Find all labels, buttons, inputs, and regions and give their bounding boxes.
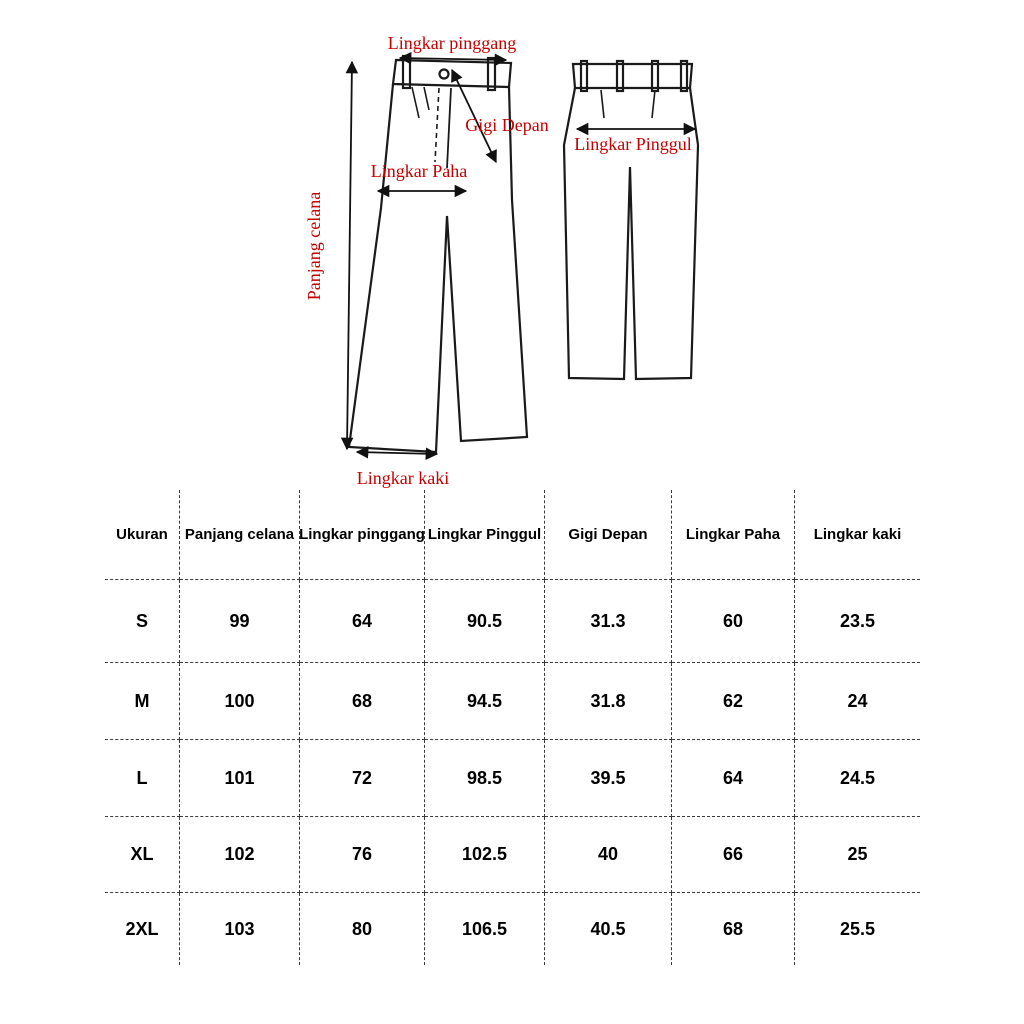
fly-seam: [447, 88, 451, 168]
back-dart: [652, 90, 655, 118]
table-cell: 39.5: [545, 740, 672, 817]
table-cell: 76: [300, 817, 425, 893]
table-header-lingkar-paha: Lingkar Paha: [672, 490, 795, 580]
table-cell-size: XL: [105, 817, 180, 893]
table-cell: 68: [672, 893, 795, 965]
table-cell: 24.5: [795, 740, 920, 817]
pants-measurement-diagram: [0, 0, 1024, 495]
table-cell-size: S: [105, 580, 180, 663]
table-cell: 25.5: [839, 918, 876, 939]
belt-loop: [617, 61, 623, 91]
size-table: [105, 490, 920, 965]
table-header-lingkar-pinggang: Lingkar pinggang: [300, 490, 425, 580]
length-measure-arrow: [347, 62, 352, 449]
table-cell: 90.5: [425, 580, 545, 663]
table-cell: 100: [180, 663, 300, 740]
table-cell: 72: [300, 740, 425, 817]
table-cell: 60: [672, 580, 795, 663]
table-cell: 102: [180, 817, 300, 893]
label-panjang-celana: Panjang celana: [304, 191, 324, 301]
table-cell: 94.5: [425, 663, 545, 740]
table-cell: 106.5: [425, 893, 545, 965]
front-pleat-line: [424, 87, 429, 110]
table-cell: 40.5: [545, 893, 672, 965]
table-cell: 23.5: [795, 580, 920, 663]
table-cell-size: L: [105, 740, 180, 817]
fly-stitch-dashed: [435, 88, 439, 162]
table-cell: 24: [795, 663, 920, 740]
table-cell: 103: [180, 893, 300, 965]
table-cell: 102.5: [425, 817, 545, 893]
table-cell: 66: [672, 817, 795, 893]
table-cell: 31.8: [545, 663, 672, 740]
table-header-lingkar-pinggul: Lingkar Pinggul: [425, 490, 545, 580]
table-header-panjang-celana: Panjang celana: [180, 490, 300, 580]
table-cell: 99: [180, 580, 300, 663]
back-dart: [601, 90, 604, 118]
label-lingkar-pinggul: Lingkar Pinggul: [574, 134, 692, 154]
belt-loop: [581, 61, 587, 91]
label-gigi-depan: Gigi Depan: [465, 115, 549, 135]
table-cell: 80: [300, 893, 425, 965]
table-cell: 98.5: [425, 740, 545, 817]
table-cell: 40: [545, 817, 672, 893]
pants-back-view: [564, 61, 698, 379]
table-cell: 64: [672, 740, 795, 817]
table-cell: 68: [300, 663, 425, 740]
table-cell: 101: [180, 740, 300, 817]
table-cell: 25: [795, 817, 920, 893]
belt-loop: [652, 61, 658, 91]
table-header-lingkar-kaki: Lingkar kaki: [795, 490, 920, 580]
waist-button: [440, 70, 449, 79]
table-cell: 62: [672, 663, 795, 740]
front-pleat-line: [412, 87, 419, 118]
table-cell-size: M: [105, 663, 180, 740]
table-cell: 64: [300, 580, 425, 663]
table-cell: 31.3: [545, 580, 672, 663]
label-lingkar-kaki: Lingkar kaki: [356, 468, 450, 488]
label-lingkar-pinggang: Lingkar pinggang: [387, 33, 517, 53]
pants-back-outline: [564, 88, 698, 379]
table-header-gigi-depan: Gigi Depan: [545, 490, 672, 580]
table-header-ukuran: Ukuran: [105, 490, 180, 580]
label-lingkar-paha: Lingkar Paha: [370, 161, 468, 181]
pants-front-outline: [349, 84, 527, 452]
belt-loop: [681, 61, 687, 91]
table-cell-size: 2XL: [105, 893, 180, 965]
pants-back-waistband: [573, 64, 692, 88]
